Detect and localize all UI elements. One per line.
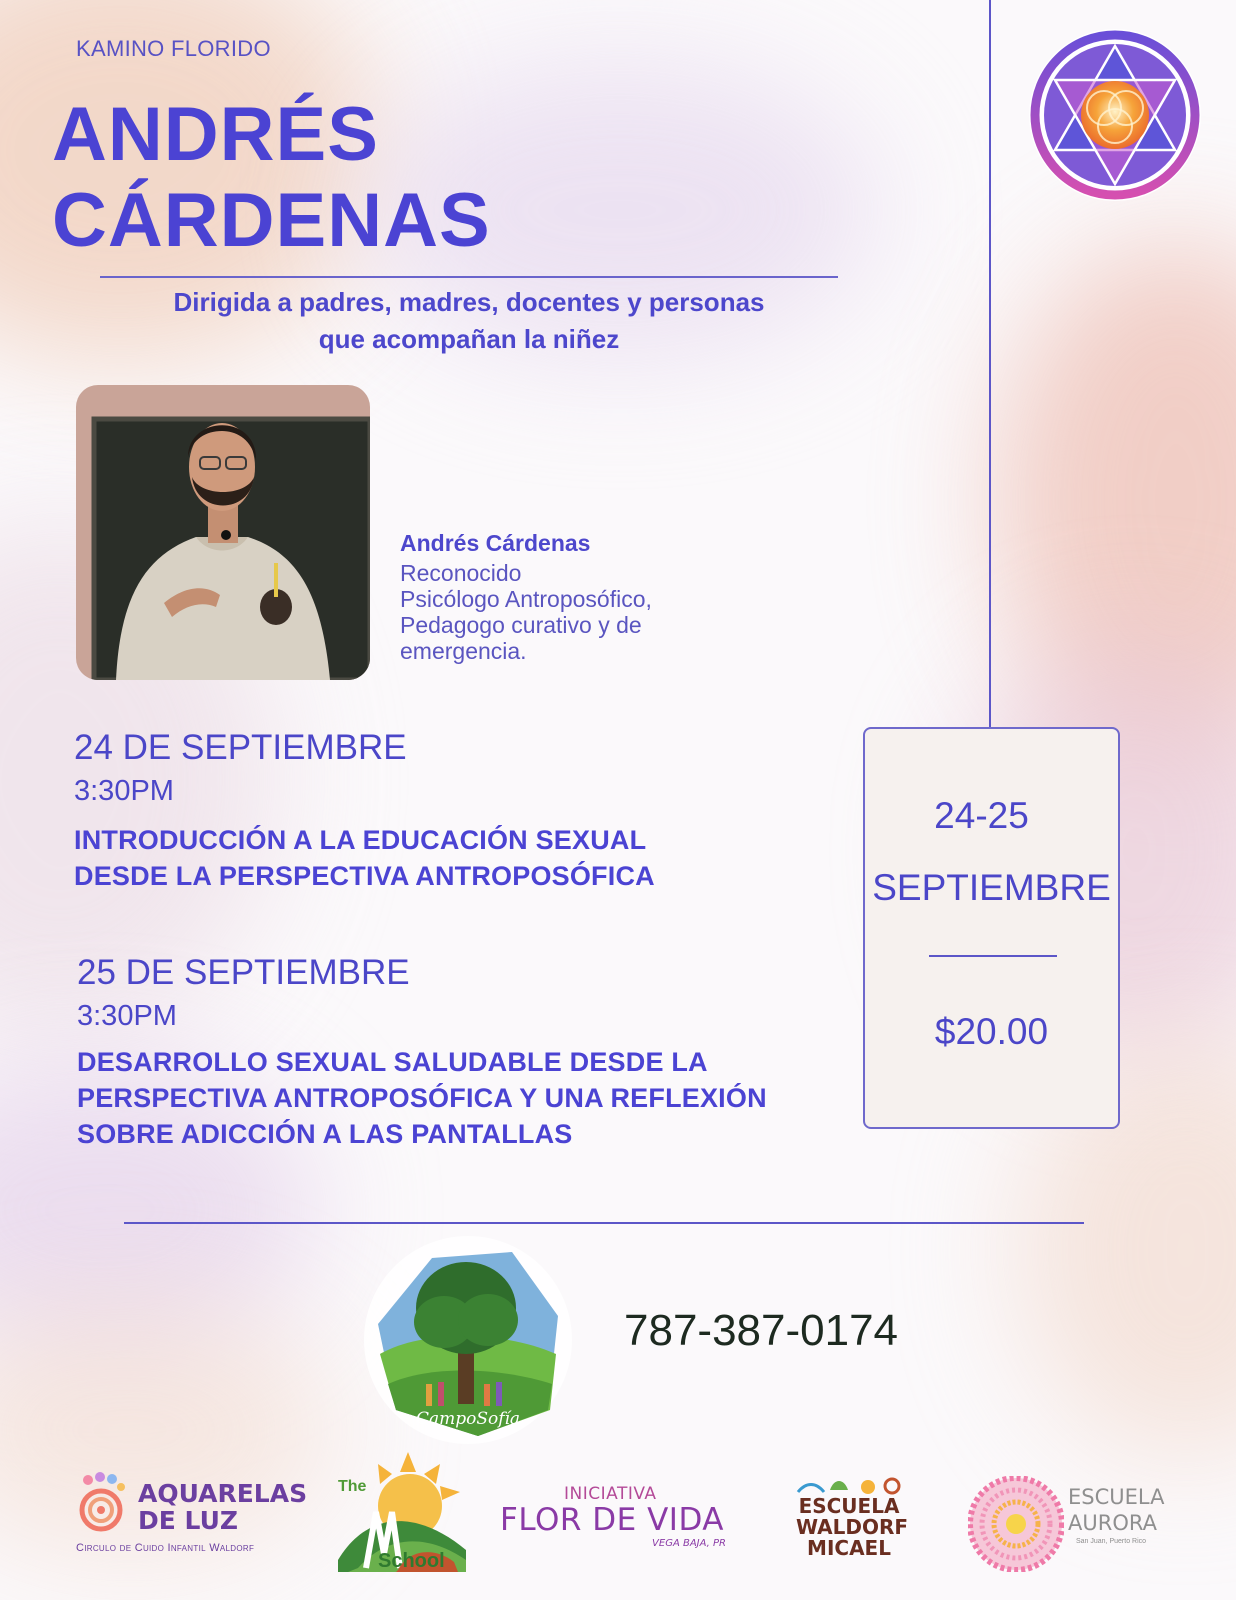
bottom-rule (124, 1222, 1084, 1224)
spiral-icon (74, 1472, 130, 1534)
escuela-aurora-logo (968, 1476, 1168, 1572)
flor-top: INICIATIVA (564, 1484, 657, 1504)
speaker-photo (76, 385, 370, 680)
flor-de-vida-logo (500, 1484, 736, 1554)
session-title-line: DESARROLLO SEXUAL SALUDABLE DESDE LA (77, 1047, 708, 1077)
waldorf-line1: ESCUELA (798, 1494, 900, 1518)
the-school-the: The (338, 1478, 367, 1495)
waldorf-line3: MICAEL (807, 1536, 891, 1560)
price-box-divider (929, 955, 1057, 957)
aquarelas-logo (74, 1470, 310, 1556)
session-date: 25 DE SEPTIEMBRE (77, 953, 410, 992)
bio-name: Andrés Cárdenas (400, 530, 591, 556)
emblem-logo (1026, 26, 1204, 204)
vertical-divider (989, 0, 991, 728)
price-box-price: $20.00 (934, 1011, 1049, 1052)
aurora-line1: ESCUELA (1068, 1485, 1165, 1509)
phone-number: 787-387-0174 (624, 1306, 899, 1355)
aurora-sub: San Juan, Puerto Rico (1076, 1538, 1147, 1545)
aquarelas-sub: Circulo de Cuido Infantil Waldorf (76, 1542, 255, 1554)
flor-sub: VEGA BAJA, PR (652, 1538, 726, 1549)
price-box-dates: 24-25 (934, 795, 1029, 836)
session-date: 24 DE SEPTIEMBRE (74, 728, 407, 767)
aurora-line2: AURORA (1068, 1511, 1157, 1535)
session-title-line: DESDE LA PERSPECTIVA ANTROPOSÓFICA (74, 861, 655, 891)
aquarelas-line2: DE LUZ (138, 1506, 238, 1535)
camposofia-logo (362, 1234, 574, 1446)
session-time: 3:30PM (77, 1000, 177, 1032)
bio-line: emergencia. (400, 638, 527, 664)
bio-line: Reconocido (400, 560, 522, 586)
bio-line: Pedagogo curativo y de (400, 612, 642, 638)
top-rule (100, 276, 838, 278)
waldorf-line2: WALDORF (796, 1515, 909, 1539)
the-school-school: School (378, 1550, 445, 1572)
audience-line1: Dirigida a padres, madres, docentes y personas (173, 287, 765, 317)
session-title (77, 1044, 767, 1152)
audience-subtitle (100, 284, 838, 358)
aquarelas-line1: AQUARELAS (138, 1479, 308, 1508)
audience-line2: que acompañan la niñez (318, 324, 620, 354)
speaker-title (52, 92, 491, 264)
waldorf-micael-logo (794, 1476, 909, 1572)
organizer-label: KAMINO FLORIDO (76, 36, 271, 61)
session-title (74, 822, 655, 894)
bio-line: Psicólogo Antroposófico, (400, 586, 652, 612)
speaker-title-line1: ANDRÉS (52, 92, 379, 177)
session-title-line: SOBRE ADICCIÓN A LAS PANTALLAS (77, 1119, 573, 1149)
session-title-line: PERSPECTIVA ANTROPOSÓFICA Y UNA REFLEXIÓN (77, 1083, 767, 1113)
price-box-month: SEPTIEMBRE (872, 867, 1111, 908)
flor-main: FLOR DE VIDA (500, 1502, 724, 1538)
session-time: 3:30PM (74, 775, 174, 807)
the-school-logo (338, 1450, 468, 1572)
speaker-title-line2: CÁRDENAS (52, 178, 491, 263)
price-box (863, 727, 1120, 1129)
session-title-line: INTRODUCCIÓN A LA EDUCACIÓN SEXUAL (74, 825, 647, 855)
mandala-icon (968, 1476, 1064, 1572)
camposofia-label: CampoSofía (415, 1409, 521, 1429)
